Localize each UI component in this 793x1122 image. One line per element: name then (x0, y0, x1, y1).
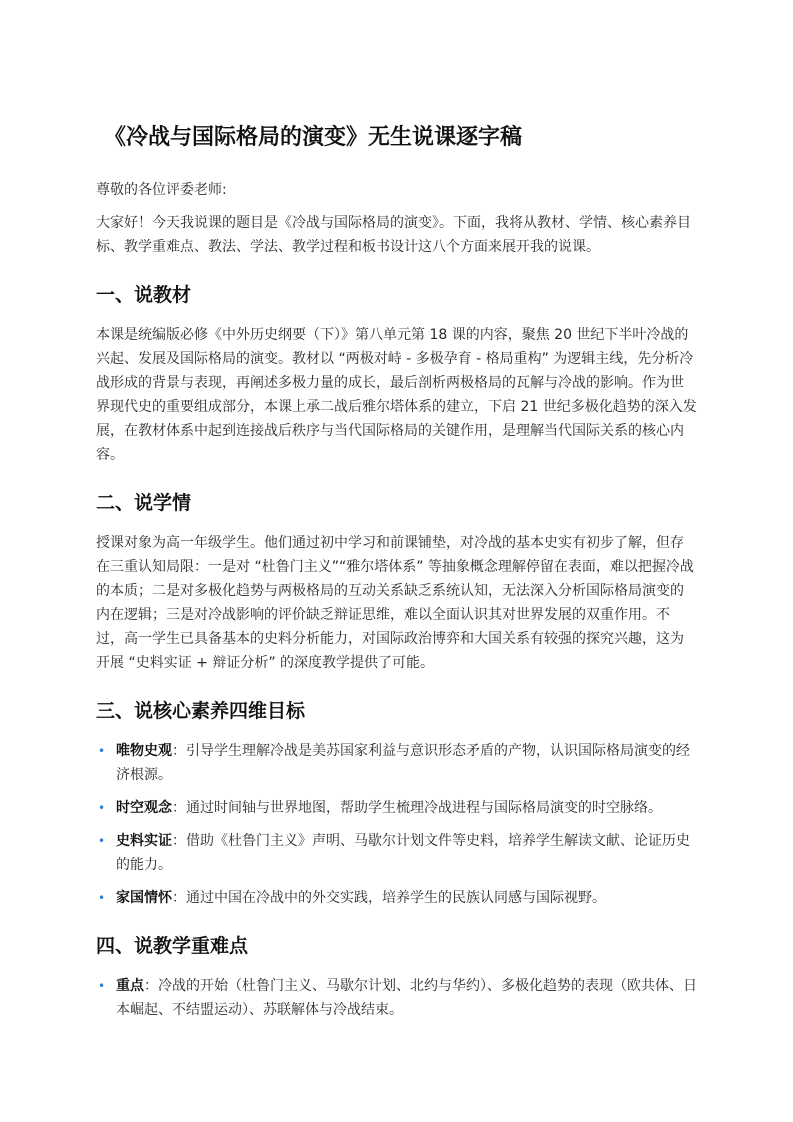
keypoint-text: ：冷战的开始（杜鲁门主义、马歇尔计划、北约与华约）、多极化趋势的表现（欧共体、日本崛起、不结盟运动）、苏联解体与冷战结束。 (116, 978, 697, 1018)
bullet-dot-icon: • (98, 834, 106, 848)
goal-text: ：引导学生理解冷战是美苏国家利益与意识形态矛盾的产物，认识国际格局演变的经济根源。 (116, 743, 690, 783)
keypoint-item (96, 974, 697, 1022)
goal-text: ：借助《杜鲁门主义》声明、马歇尔计划文件等史料，培养学生解读文献、论证历史的能力。 (116, 833, 690, 873)
section-heading-keypoints: 四、说教学重难点 (96, 935, 249, 957)
document-title: 《冷战与国际格局的演变》无生说课逐字稿 (104, 125, 523, 150)
students-paragraph: 授课对象为高一年级学生。他们通过初中学习和前课铺垫，对冷战的基本史实有初步了解，但存在三重认知局限：一是对 “杜鲁门主义”“雅尔塔体系” 等抽象概念理解停留在表面，难以把握冷战的本质；二是对多极化趋势与两极格局的互动关系缺乏系统认知，无法深入分析国际格局演变的内在逻辑；三是对冷战影响的评价缺乏辩证思维，难以全面认识其对世界发展的双重作用。不过，高一学生已具备基本的史料分析能力，对国际政治博弈和大国关系有较强的探究兴趣，这为开展 “史料实证 + 辩证分析” 的深度教学提供了可能。 (96, 535, 694, 671)
goal-item (96, 886, 697, 910)
bullet-dot-icon: • (98, 744, 106, 758)
goal-term: 时空观念 (116, 800, 172, 816)
section-heading-goals: 三、说核心素养四维目标 (96, 700, 306, 722)
section-heading-students: 二、说学情 (96, 492, 192, 514)
goal-text: ：通过中国在冷战中的外交实践，培养学生的民族认同感与国际视野。 (172, 890, 606, 906)
section-heading-textbook: 一、说教材 (96, 284, 192, 306)
goal-term: 家国情怀 (116, 890, 172, 906)
goal-text: ：通过时间轴与世界地图，帮助学生梳理冷战进程与国际格局演变的时空脉络。 (172, 800, 662, 816)
goal-term: 唯物史观 (116, 743, 172, 759)
bullet-dot-icon: • (98, 891, 106, 905)
goal-term: 史料实证 (116, 833, 172, 849)
keypoints-list (96, 974, 697, 1022)
intro-paragraph: 大家好！今天我说课的题目是《冷战与国际格局的演变》。下面，我将从教材、学情、核心素养目标、教学重难点、教法、学法、教学过程和板书设计这八个方面来展开我的说课。 (96, 215, 691, 255)
textbook-paragraph: 本课是统编版必修《中外历史纲要（下）》第八单元第 18 课的内容，聚焦 20 世纪下半叶冷战的兴起、发展及国际格局的演变。教材以 “两极对峙 - 多极孕育 - 格局重构” 为逻辑主线，先分析冷战形成的背景与表现，再阐述多极力量的成长，最后剖析两极格局的瓦解与冷战的影响。作为世界现代史的重要组成部分，本课上承二战后雅尔塔体系的建立，下启 21 世纪多极化趋势的深入发展，在教材体系中起到连接战后秩序与当代国际格局的关键作用，是理解当代国际关系的核心内容。 (96, 327, 697, 463)
bullet-dot-icon: • (98, 801, 106, 815)
goal-item (96, 739, 697, 787)
greeting-paragraph: 尊敬的各位评委老师: (96, 182, 227, 198)
bullet-dot-icon: • (98, 979, 106, 993)
keypoint-term: 重点 (116, 978, 144, 994)
goals-list (96, 739, 697, 910)
goal-item (96, 796, 697, 820)
goal-item (96, 829, 697, 877)
